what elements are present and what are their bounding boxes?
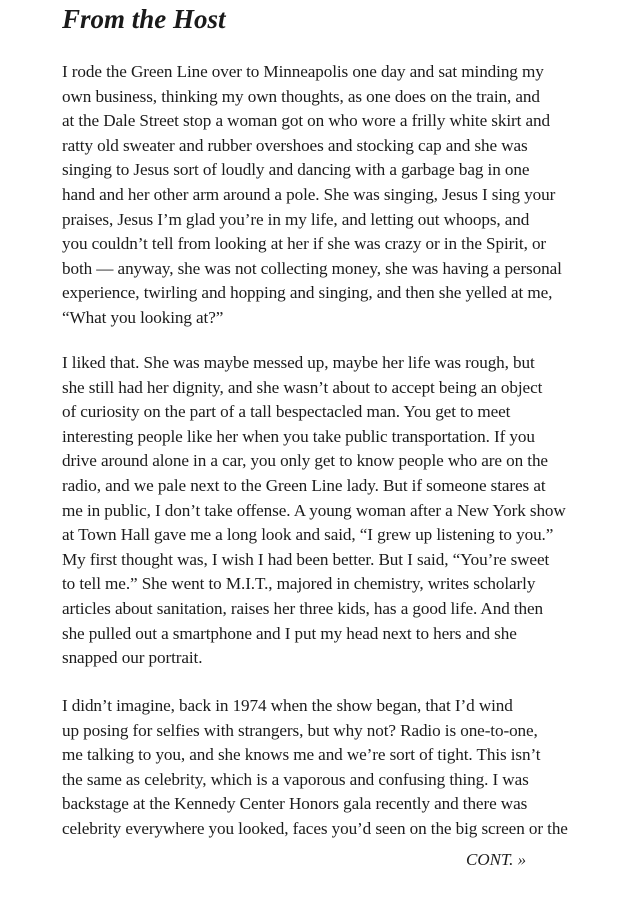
text-line: praises, Jesus I’m glad you’re in my life, and letting out whoops, and — [62, 209, 530, 229]
text-line: hand and her other arm around a pole. She was singing, Jesus I sing your — [62, 184, 556, 204]
text-line: snapped our portrait. — [62, 648, 203, 668]
text-line: of curiosity on the part of a tall bespectacled man. You get to meet — [62, 402, 511, 422]
text-line: celebrity everywhere you looked, faces you’d seen on the big screen or the — [62, 818, 568, 838]
text-line: singing to Jesus sort of loudly and dancing with a garbage bag in one — [62, 160, 530, 180]
paragraph-1 — [62, 60, 632, 331]
page-title: From the Host — [62, 4, 226, 34]
text-line: interesting people like her when you take public transportation. If you — [62, 426, 535, 446]
text-line: me talking to you, and she knows me and we’re sort of tight. This isn’t — [62, 745, 541, 765]
text-line: the same as celebrity, which is a vaporous and confusing thing. I was — [62, 769, 529, 789]
text-line: to tell me.” She went to M.I.T., majored in chemistry, writes scholarly — [62, 574, 536, 594]
text-line: drive around alone in a car, you only get to know people who are on the — [62, 451, 548, 471]
text-line: I didn’t imagine, back in 1974 when the show began, that I’d wind — [62, 696, 513, 715]
text-line: articles about sanitation, raises her three kids, has a good life. And then — [62, 598, 544, 618]
text-line: I liked that. She was maybe messed up, maybe her life was rough, but — [62, 353, 535, 372]
text-line: backstage at the Kennedy Center Honors gala recently and there was — [62, 794, 528, 814]
text-line: me in public, I don’t take offense. A young woman after a New York show — [62, 500, 566, 520]
text-line: ratty old sweater and rubber overshoes and stocking cap and she was — [62, 135, 528, 155]
text-line: My first thought was, I wish I had been better. But I said, “You’re sweet — [62, 549, 550, 569]
text-line: I rode the Green Line over to Minneapolis one day and sat minding my — [62, 62, 544, 81]
text-line: both — anyway, she was not collecting money, she was having a personal — [62, 258, 562, 278]
paragraph-3 — [62, 694, 632, 842]
paragraph-2 — [62, 351, 632, 671]
text-line: experience, twirling and hopping and singing, and then she yelled at me, — [62, 283, 553, 303]
text-line: she pulled out a smartphone and I put my head next to hers and she — [62, 623, 517, 643]
text-line: “What you looking at?” — [62, 307, 224, 327]
text-line: up posing for selfies with strangers, but why not? Radio is one-to-one, — [62, 720, 538, 740]
text-line: radio, and we pale next to the Green Line lady. But if someone stares at — [62, 475, 546, 495]
continued-marker: CONT. » — [466, 850, 527, 869]
text-line: at the Dale Street stop a woman got on who wore a frilly white skirt and — [62, 111, 550, 131]
text-line: at Town Hall gave me a long look and said, “I grew up listening to you.” — [62, 525, 554, 545]
text-line: you couldn’t tell from looking at her if she was crazy or in the Spirit, or — [62, 234, 547, 254]
text-line: own business, thinking my own thoughts, as one does on the train, and — [62, 86, 540, 106]
text-line: she still had her dignity, and she wasn’t about to accept being an object — [62, 377, 543, 397]
